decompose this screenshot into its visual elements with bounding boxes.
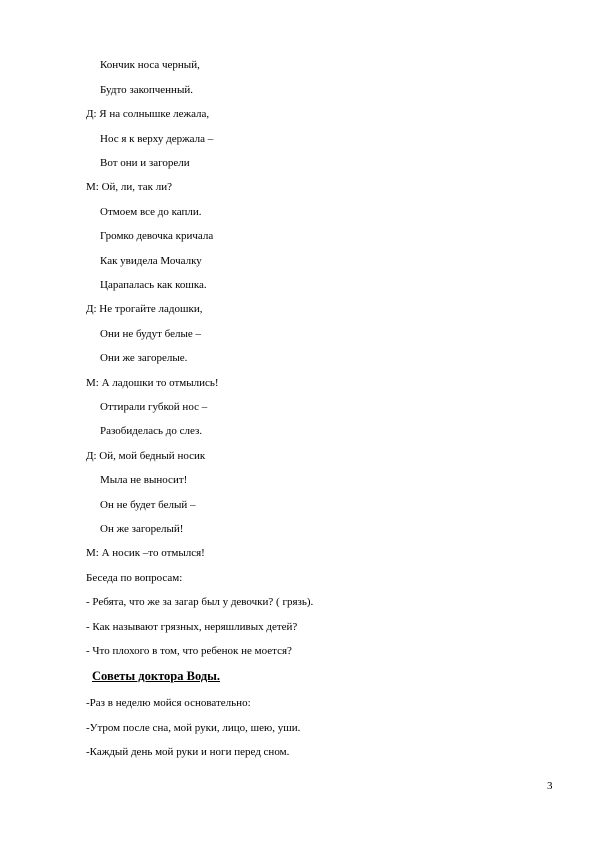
dialogue-line: М: Ой, ли, так ли? bbox=[86, 181, 172, 193]
poem-line: Вот они и загорели bbox=[100, 157, 190, 169]
poem-line: Громко девочка кричала bbox=[100, 230, 214, 242]
dialogue-line: Д: Ой, мой бедный носик bbox=[86, 450, 206, 462]
poem-line: Разобиделась до слез. bbox=[100, 425, 203, 437]
advice-item: -Утром после сна, мой руки, лицо, шею, уши. bbox=[86, 722, 301, 734]
poem-line: Он же загорелый! bbox=[100, 523, 184, 535]
dialogue-line: М: А ладошки то отмылись! bbox=[86, 377, 219, 389]
page-number: 3 bbox=[547, 780, 553, 792]
dialogue-line: Д: Я на солнышке лежала, bbox=[86, 108, 210, 120]
poem-line: Они не будут белые – bbox=[100, 328, 201, 340]
dialogue-line: Д: Не трогайте ладошки, bbox=[86, 303, 203, 315]
poem-line: Отмоем все до капли. bbox=[100, 206, 202, 218]
advice-item: -Каждый день мой руки и ноги перед сном. bbox=[86, 746, 290, 758]
section-heading: Советы доктора Воды. bbox=[92, 669, 221, 683]
section-label: Беседа по вопросам: bbox=[86, 572, 183, 584]
question-item: - Что плохого в том, что ребенок не моется? bbox=[86, 645, 292, 657]
poem-line: Кончик носа черный, bbox=[100, 59, 200, 71]
question-item: - Как называют грязных, неряшливых детей? bbox=[86, 621, 298, 633]
poem-line: Оттирали губкой нос – bbox=[100, 401, 208, 413]
question-item: - Ребята, что же за загар был у девочки? ( грязь). bbox=[86, 596, 314, 608]
poem-line: Он не будет белый – bbox=[100, 499, 196, 511]
dialogue-line: М: А носик –то отмылся! bbox=[86, 547, 205, 559]
poem-line: Царапалась как кошка. bbox=[100, 279, 207, 291]
poem-line: Мыла не выносит! bbox=[100, 474, 188, 486]
poem-line: Они же загорелые. bbox=[100, 352, 188, 364]
advice-item: -Раз в неделю мойся основательно: bbox=[86, 697, 251, 709]
poem-line: Будто закопченный. bbox=[100, 84, 193, 96]
poem-line: Как увидела Мочалку bbox=[100, 255, 202, 267]
poem-line: Нос я к верху держала – bbox=[100, 133, 214, 145]
